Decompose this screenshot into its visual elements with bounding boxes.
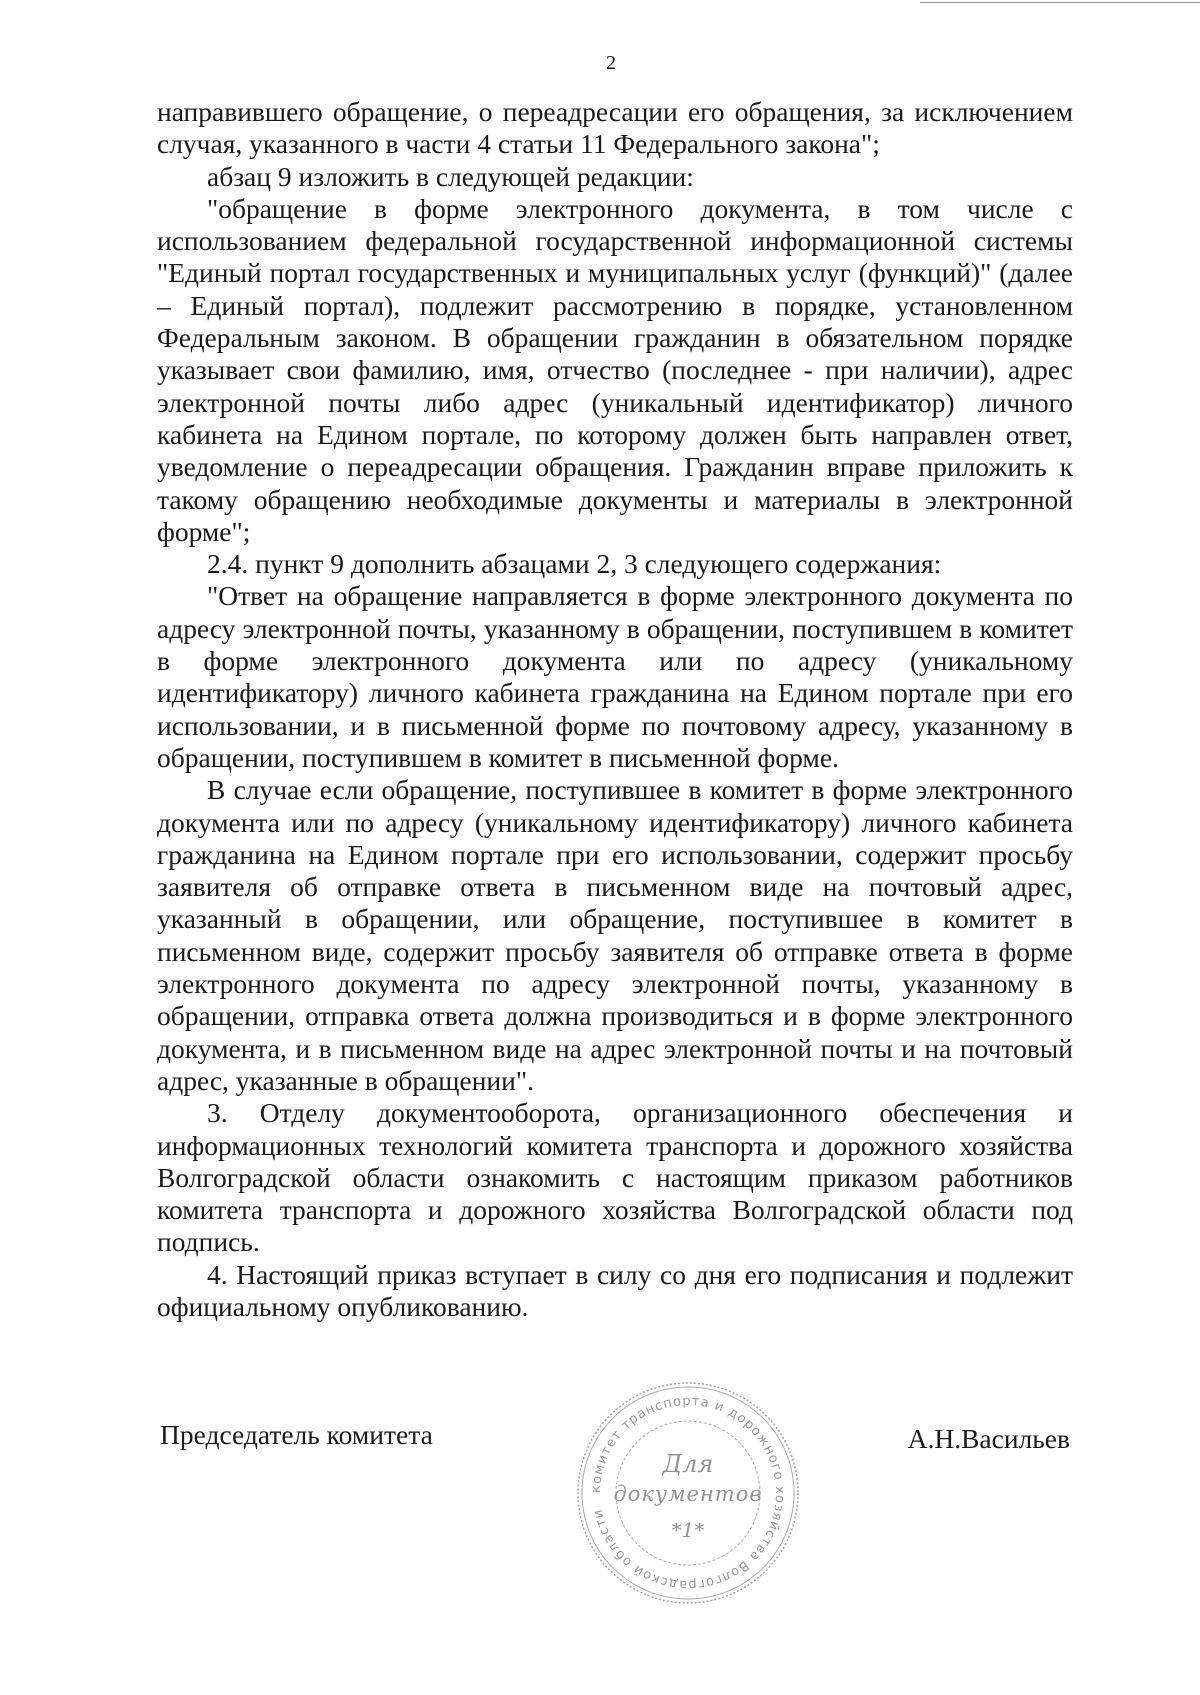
document-body <box>157 96 1073 1323</box>
paragraph: В случае если обращение, поступившее в комитет в форме электронного документа или по адресу (уникальному идентификатору) личного кабинета гражданина на Едином портале при его использовании, содержит просьбу заявителя об отправке ответа в письменном виде на почтовый адрес, указанный в обращении, или обращение, поступившее в комитет в письменном виде, содержит просьбу заявителя об отправке ответа в форме электронного документа по адресу электронной почты, указанному в обращении, отправка ответа должна производиться и в форме электронного документа, и в письменном виде на адрес электронной почты и на почтовый адрес, указанные в обращении". <box>157 774 1073 1096</box>
paragraph: "обращение в форме электронного документа, в том числе с использованием федеральной государственной информационной системы "Единый портал государственных и муниципальных услуг (функций)" (далее – Единый портал), подлежит рассмотрению в порядке, установленном Федеральным законом. В обращении гражданин в обязательном порядке указывает свои фамилию, имя, отчество (последнее - при наличии), адрес электронной почты либо адрес (уникальный идентификатор) личного кабинета на Едином портале, по которому должен быть направлен ответ, уведомление о переадресации обращения. Гражданин вправе приложить к такому обращению необходимые документы и материалы в электронной форме"; <box>157 192 1073 547</box>
signatory-name: А.Н.Васильев <box>907 1423 1070 1454</box>
paragraph: 3. Отделу документооборота, организационного обеспечения и информационных технологий комитета транспорта и дорожного хозяйства Волгоградской области ознакомить с настоящим приказом работников комитета транспорта и дорожного хозяйства Волгоградской области под подпись. <box>157 1097 1073 1258</box>
official-stamp <box>573 1378 803 1608</box>
stamp-text-line2: документов <box>613 1482 763 1506</box>
paragraph: 4. Настоящий приказ вступает в силу со дня его подписания и подлежит официальному опубликованию. <box>157 1258 1073 1322</box>
stamp-ring-text: комитет транспорта и дорожного хозяйства Волгоградской области <box>588 1393 788 1593</box>
paragraph: абзац 9 изложить в следующей редакции: <box>207 160 694 192</box>
stamp-text-line3: *1* <box>671 1518 705 1542</box>
signature-position: Председатель комитета <box>160 1419 433 1450</box>
page-number: 2 <box>606 52 616 74</box>
stamp-text-line1: Для <box>662 1450 714 1478</box>
scan-edge-line <box>920 2 1200 3</box>
paragraph: 2.4. пункт 9 дополнить абзацами 2, 3 следующего содержания: <box>207 548 942 580</box>
paragraph: направившего обращение, о переадресации его обращения, за исключением случая, указанного в части 4 статьи 11 Федерального закона"; <box>157 96 1073 160</box>
paragraph: "Ответ на обращение направляется в форме электронного документа по адресу электронной почты, указанному в обращении, поступившем в комитет в форме электронного документа или по адресу (уникальному идентификатору) личного кабинета гражданина на Едином портале при его использовании, и в письменной форме по почтовому адресу, указанному в обращении, поступившем в комитет в письменной форме. <box>157 580 1073 773</box>
